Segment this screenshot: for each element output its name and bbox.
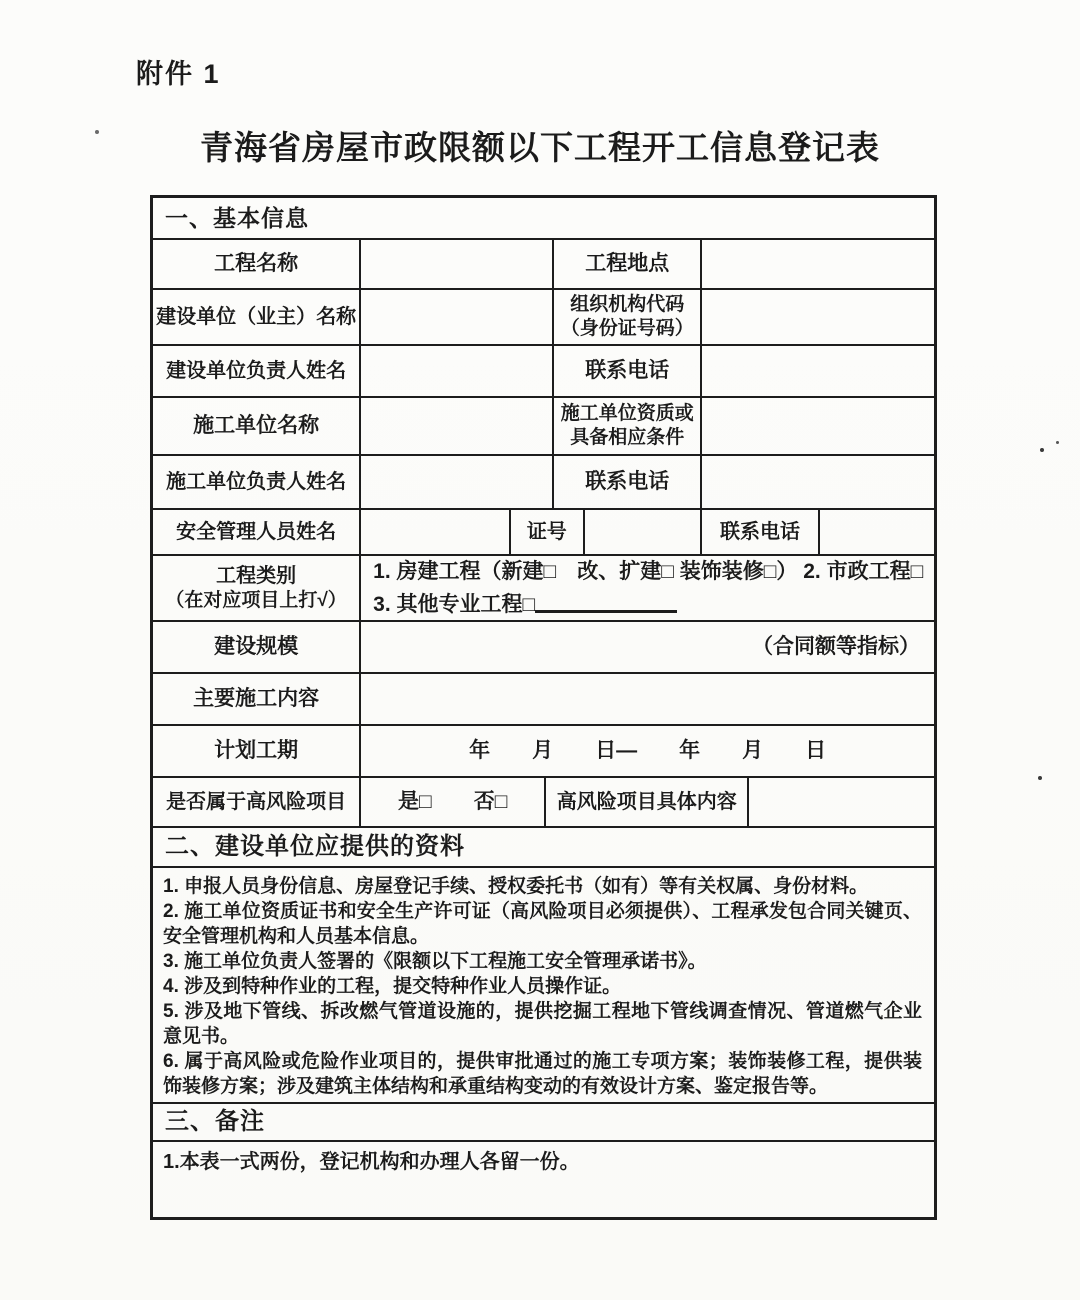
- safety-manager-value-cell: [359, 510, 509, 554]
- materials-item-6: 6. 属于高风险或危险作业项目的，提供审批通过的施工专项方案；装饰装修工程，提供装饰装修方案；涉及建筑主体结构和承重结构变动的有效设计方案、鉴定报告等。: [163, 1051, 922, 1097]
- cert-number-value-cell: [583, 510, 701, 554]
- planned-period-label: 计划工期: [214, 738, 299, 762]
- org-code-label-line2: （身份证号码）: [560, 318, 694, 339]
- table-row: [153, 554, 934, 620]
- construction-scale-value-cell: [359, 622, 934, 672]
- category-option-line2: [373, 588, 677, 621]
- project-name-value-cell: [359, 240, 552, 288]
- table-row: [153, 396, 934, 454]
- construction-scale-hint: （合同额等指标）: [751, 634, 920, 658]
- planned-period-value-cell: 年 月 日— 年 月 日: [359, 726, 934, 776]
- owner-name-value-cell: [359, 290, 552, 344]
- section3-header-row: [153, 1102, 934, 1140]
- section2-header-row: [153, 826, 934, 866]
- page-title: 青海省房屋市政限额以下工程开工信息登记表: [200, 129, 880, 166]
- table-row: [153, 672, 934, 724]
- project-name-label: 工程名称: [214, 251, 299, 275]
- materials-item-1: 1. 申报人员身份信息、房屋登记手续、授权委托书（如有）等有关权属、身份材料。: [163, 876, 869, 897]
- high-risk-label: 是否属于高风险项目: [166, 790, 347, 813]
- owner-manager-value-cell: [359, 346, 552, 396]
- project-category-options-cell: [359, 556, 934, 620]
- contractor-qualification-value-cell: [700, 398, 934, 454]
- owner-name-label: 建设单位（业主）名称: [156, 305, 357, 328]
- section1-header: 一、基本信息: [165, 204, 309, 231]
- contractor-manager-value-cell: [359, 456, 552, 508]
- project-category-label-line1: 工程类别: [216, 564, 297, 587]
- contractor-qualification-line1: 施工单位资质或: [560, 403, 694, 425]
- scan-speck: [1038, 776, 1042, 780]
- project-category-label-line2: （在对应项目上打√）: [165, 589, 347, 611]
- org-code-label-line1: 组织机构代码: [570, 294, 685, 316]
- owner-phone-value-cell: [700, 346, 934, 396]
- materials-item-4: 4. 涉及到特种作业的工程，提交特种作业人员操作证。: [163, 976, 622, 997]
- high-risk-options: 是□ 否□: [359, 778, 544, 826]
- table-row: [153, 776, 934, 826]
- table-row: [153, 508, 934, 554]
- table-row: [153, 454, 934, 508]
- scan-speck: [95, 130, 99, 134]
- materials-item-3: 3. 施工单位负责人签署的《限额以下工程施工安全管理承诺书》。: [163, 951, 707, 972]
- table-row: [153, 344, 934, 396]
- construction-scale-label: 建设规模: [214, 634, 299, 658]
- table-row: [153, 288, 934, 344]
- category-option-line2-text: 3. 其他专业工程□: [373, 593, 536, 616]
- table-row: [153, 724, 934, 776]
- materials-item-5: 5. 涉及地下管线、拆改燃气管道设施的，提供挖掘工程地下管线调查情况、管道燃气企业意见书。: [163, 1001, 922, 1047]
- table-row: [153, 620, 934, 672]
- contractor-manager-label: 施工单位负责人姓名: [166, 470, 347, 493]
- remarks-note: 1.本表一式两份，登记机构和办理人各留一份。: [163, 1151, 580, 1173]
- materials-item-2: 2. 施工单位资质证书和安全生产许可证（高风险项目必须提供）、工程承发包合同关键页、安全管理机构和人员基本信息。: [163, 901, 922, 947]
- safety-phone-value-cell: [818, 510, 934, 554]
- section3-content-row: [153, 1140, 934, 1217]
- blank-underline: [535, 606, 677, 613]
- high-risk-detail-value-cell: [747, 778, 934, 826]
- materials-list: [153, 868, 934, 1102]
- contractor-qualification-line2: 具备相应条件: [570, 427, 685, 448]
- contractor-phone-label: 联系电话: [552, 456, 700, 508]
- section3-header: 三、备注: [165, 1108, 265, 1135]
- contractor-name-label: 施工单位名称: [193, 413, 320, 437]
- main-work-value-cell: [359, 674, 934, 724]
- contractor-phone-value-cell: [700, 456, 934, 508]
- project-category-label: [153, 556, 359, 620]
- safety-manager-label: 安全管理人员姓名: [176, 520, 337, 543]
- main-work-label: 主要施工内容: [193, 686, 320, 710]
- owner-phone-label: 联系电话: [552, 346, 700, 396]
- category-option-line1: 1. 房建工程（新建□ 改、扩建□ 装饰装修□） 2. 市政工程□: [373, 560, 924, 583]
- project-location-label: 工程地点: [552, 240, 700, 288]
- org-code-value-cell: [700, 290, 934, 344]
- cert-number-label: 证号: [509, 510, 582, 554]
- contractor-name-value-cell: [359, 398, 552, 454]
- scan-speck: [1056, 441, 1059, 444]
- section2-header: 二、建设单位应提供的资料: [165, 833, 465, 860]
- section1-header-row: [153, 198, 934, 238]
- table-row: [153, 238, 934, 288]
- section2-content-row: [153, 866, 934, 1102]
- owner-manager-label: 建设单位负责人姓名: [166, 359, 347, 382]
- safety-phone-label: 联系电话: [700, 510, 817, 554]
- project-location-value-cell: [700, 240, 934, 288]
- scan-speck: [1040, 448, 1044, 452]
- contractor-qualification-label: [552, 398, 700, 454]
- high-risk-detail-label: 高风险项目具体内容: [544, 778, 747, 826]
- registration-form-table: [150, 195, 937, 1220]
- attachment-label: 附件 1: [136, 59, 221, 89]
- org-code-label: [552, 290, 700, 344]
